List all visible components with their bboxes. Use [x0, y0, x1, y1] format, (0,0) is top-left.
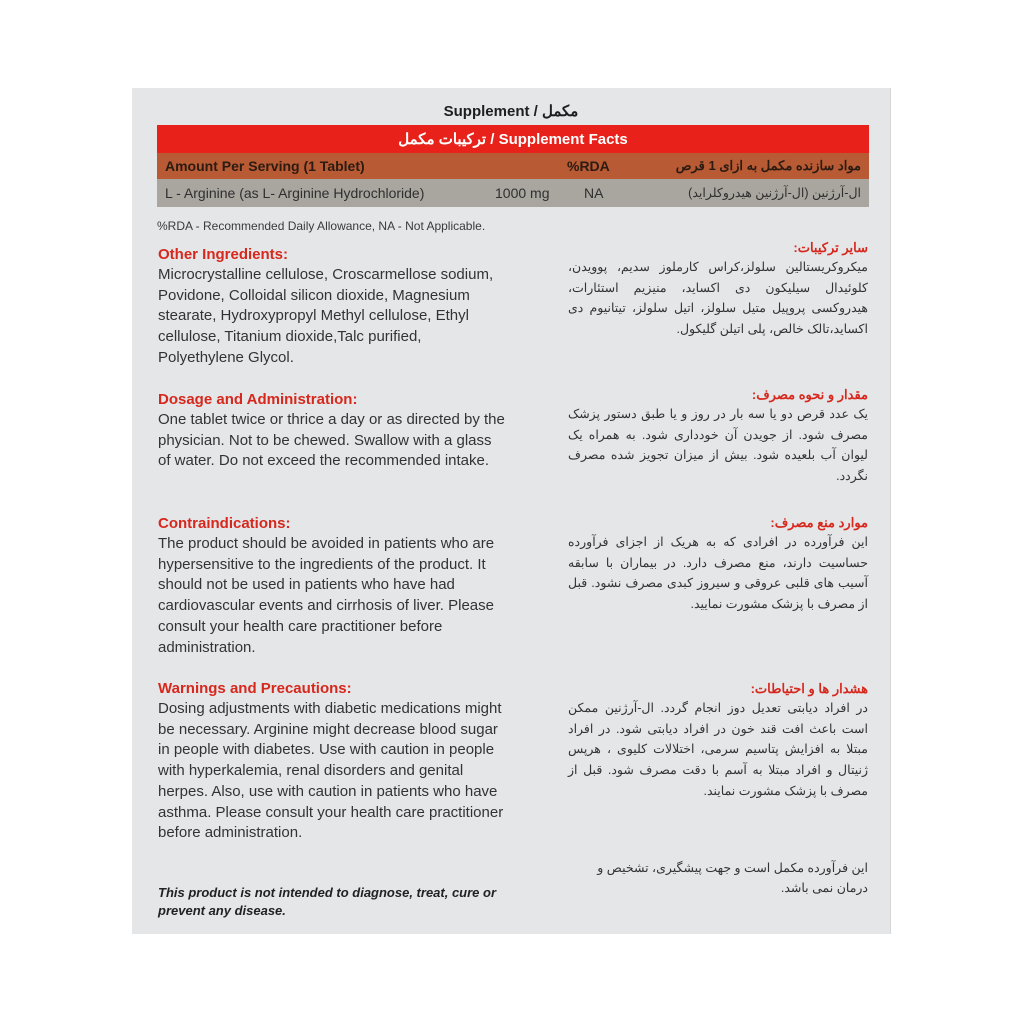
fa-warnings-body: در افراد دیابتی تعدیل دوز انجام گردد. ال-آرژنین ممکن است باعث افت قند خون در افراد دیابتی شود. در افراد مبتلا به افزایش پتاسیم سرمی، اختلالات کلیوی ، هرپس ژنیتال و افراد مبتلا به آسم با دقت مصرف شود. قبل از مصرف با پزشک مشورت نمایند.	[568, 701, 868, 798]
rda-label: %RDA	[567, 158, 610, 174]
contraindications-section	[158, 514, 508, 658]
fa-warnings-section	[568, 679, 868, 802]
fa-other-ingredients-title: سایر ترکیبات:	[793, 240, 868, 255]
other-ingredients-body: Microcrystalline cellulose, Croscarmellose sodium, Povidone, Colloidal silicon dioxide, Magnesium stearate, Hydroxypropyl Methyl cellulose, Ethyl cellulose, Titanium dioxide,Talc purified, Polyethylene Glycol.	[158, 266, 494, 366]
contraindications-body: The product should be avoided in patients who are hypersensitive to the ingredients of the product. It should not be used in patients who have had cardiovascular events and cirrhosis of liver. Please consult your health care practitioner before administration.	[158, 535, 495, 656]
page-title: Supplement / مکمل	[443, 103, 579, 120]
fa-contraindications-section	[568, 513, 868, 615]
ingredient-dose: 1000 mg	[495, 185, 550, 201]
dosage-body: One tablet twice or thrice a day or as directed by the physician. Not to be chewed. Swallow with a glass of water. Do not exceed the recommended intake.	[158, 411, 505, 470]
fa-other-ingredients-body: میکروکریستالین سلولز،کراس کارملوز سدیم، پوویدن، کلوئیدال سیلیکون دی اکساید، منیزیم استئارات، هیدروکسی پروپیل متیل سلولز، اتیل سلولز، تیتانیوم دی اکساید،تالک خالص، پلی اتیلن گلیکول.	[568, 260, 868, 337]
fa-dosage-title: مقدار و نحوه مصرف:	[751, 387, 868, 402]
fa-dosage-section	[568, 385, 868, 487]
supplement-facts-table	[157, 125, 869, 207]
fa-ingredient: ال-آرژنین (ال-آرژنین هیدروکلراید)	[688, 186, 861, 200]
facts-ingredient-row	[157, 179, 869, 207]
fa-other-ingredients-section	[568, 238, 868, 340]
rda-value: NA	[584, 185, 604, 201]
fa-dosage-body: یک عدد قرص دو یا سه بار در روز و یا طبق دستور پزشک مصرف شود. از جویدن آن خودداری شود. به همراه یک لیوان آب بلعیده شود. بیش از میزان تجویز شده مصرف نگردد.	[568, 407, 868, 484]
dosage-title: Dosage and Administration:	[158, 391, 358, 408]
disclaimer: This product is not intended to diagnose, treat, cure or prevent any disease.	[158, 885, 497, 918]
other-ingredients-section	[158, 245, 508, 369]
facts-amount-row	[157, 153, 869, 179]
facts-header: ترکیبات مکمل / Supplement Facts	[157, 125, 869, 153]
warnings-section	[158, 679, 508, 844]
warnings-body: Dosing adjustments with diabetic medications might be necessary. Arginine might decrease blood sugar in people with diabetes. Use with caution in people with hyperkalemia, renal disorders and genital herpes. Also, use with caution in patients who have asthma. Please consult your health care practitioner before administration.	[158, 700, 504, 842]
fa-warnings-title: هشدار ها و احتیاطات:	[750, 681, 868, 696]
fa-contraindications-body: این فرآورده در افرادی که به هریک از اجزای فرآورده حساسیت دارند، منع مصرف دارد. در بیماران با سابقه آسیب های قلبی عروقی و سیروز کبدی مصرف نشود. قبل از مصرف با پزشک مشورت نمایید.	[568, 535, 868, 612]
fa-disclaimer: این فرآورده مکمل است و جهت پیشگیری، تشخیص و درمان نمی باشد.	[597, 861, 868, 895]
rda-note: %RDA - Recommended Daily Allowance, NA - Not Applicable.	[157, 219, 486, 233]
ingredient-name: L - Arginine (as L- Arginine Hydrochloride)	[165, 185, 425, 201]
contraindications-title: Contraindications:	[158, 515, 291, 532]
amount-per-serving: Amount Per Serving (1 Tablet)	[165, 158, 365, 174]
fa-contraindications-title: موارد منع مصرف:	[770, 515, 868, 530]
fa-amount: مواد سازنده مکمل به ازای 1 قرص	[675, 158, 861, 173]
other-ingredients-title: Other Ingredients:	[158, 246, 289, 263]
label-panel	[132, 88, 891, 934]
dosage-section	[158, 390, 508, 472]
warnings-title: Warnings and Precautions:	[158, 680, 352, 697]
